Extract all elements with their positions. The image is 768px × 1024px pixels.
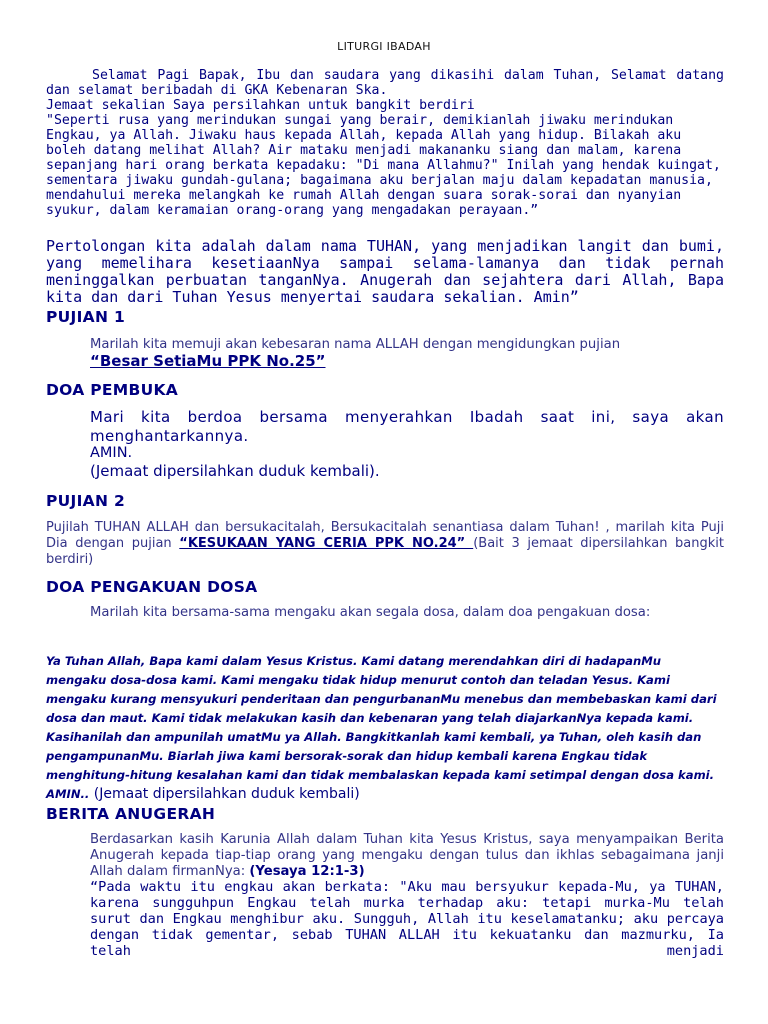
document-title: LITURGI IBADAH xyxy=(337,40,431,53)
pujian-2-text: Pujilah TUHAN ALLAH dan bersukacitalah, Bersukacitalah senantiasa dalam Tuhan! , marilah kita Puji Dia dengan pujian xyxy=(46,520,724,551)
pujian-1-heading: PUJIAN 1 xyxy=(46,308,126,326)
pujian-2-note: (Bait 3 jemaat dipersilahkan bangkit berdiri) xyxy=(46,536,724,567)
doa-pengakuan-text: Marilah kita bersama-sama mengaku akan segala dosa, dalam doa pengakuan dosa: xyxy=(90,605,651,620)
pujian-1-song-title: “Besar SetiaMu PPK No.25” xyxy=(90,352,326,370)
pujian-2-paragraph xyxy=(46,520,724,568)
berita-reference: (Yesaya 12:1-3) xyxy=(249,864,365,879)
doa-pembuka-amin: AMIN. xyxy=(90,445,133,461)
confession-note: (Jemaat dipersilahkan duduk kembali) xyxy=(89,786,360,802)
pujian-2-heading: PUJIAN 2 xyxy=(46,492,126,510)
berita-verse: “Pada waktu itu engkau akan berkata: "Aku mau bersyukur kepada-Mu, ya TUHAN, karena sungguhpun Engkau telah murka terhadap aku: tetapi murka-Mu telah surut dan Engkau menghibur aku. Sungguh, Allah itu keselamatanku; aku percaya dengan tidak gementar, sebab TUHAN ALLAH itu kekuatanku dan mazmurku, Ia telah menjadi xyxy=(90,879,724,959)
doa-pembuka-text: Mari kita berdoa bersama menyerahkan Ibadah saat ini, saya akan menghantarkannya. xyxy=(90,408,724,445)
berita-anugerah-heading: BERITA ANUGERAH xyxy=(46,805,216,823)
pujian-1-song-line xyxy=(90,352,724,370)
berita-text: Berdasarkan kasih Karunia Allah dalam Tuhan kita Yesus Kristus, saya menyampaikan Berita Anugerah kepada tiap-tiap orang yang mengaku dengan tulus dan ikhlas sebagaimana janji Allah dalam firmanNya: xyxy=(90,832,724,879)
doa-pembuka-heading: DOA PEMBUKA xyxy=(46,381,179,399)
opening-greeting: Selamat Pagi Bapak, Ibu dan saudara yang dikasihi dalam Tuhan, Selamat datang dan selamat beribadah di GKA Kebenaran Ska. xyxy=(46,68,724,98)
pujian-1-text: Marilah kita memuji akan kebesaran nama ALLAH dengan mengidungkan pujian xyxy=(90,337,621,352)
doa-pengakuan-heading: DOA PENGAKUAN DOSA xyxy=(46,578,258,596)
opening-instruction: Jemaat sekalian Saya persilahkan untuk bangkit berdiri xyxy=(46,98,475,113)
psalm-reading: "Seperti rusa yang merindukan sungai yang berair, demikianlah jiwaku merindukan Engkau, ya Allah. Jiwaku haus kepada Allah, kepada Allah yang hidup. Bilakah aku boleh datang melihat Allah? Air mataku menjadi makananku siang dan malam, karena sepanjang hari orang berkata kepadaku: "Di mana Allahmu?" Inilah yang hendak kuingat, sementara jiwaku gundah-gulana; bagaimana aku berjalan maju dalam kepadatan manusia, mendahului mereka melangkah ke rumah Allah dengan suara sorak-sorai dan nyanyian syukur, dalam keramaian orang-orang yang mengadakan perayaan.” xyxy=(46,113,721,218)
pujian-2-song-title: “KESUKAAN YANG CERIA PPK NO.24” xyxy=(179,536,474,551)
doa-pembuka-note: (Jemaat dipersilahkan duduk kembali). xyxy=(90,462,380,480)
confession-prayer-block xyxy=(46,650,724,802)
berita-paragraph xyxy=(90,832,724,880)
blessing-text: Pertolongan kita adalah dalam nama TUHAN, yang menjadikan langit dan bumi, yang memelihara kesetiaanNya sampai selama-lamanya dan tidak pernah meninggalkan perbuatan tanganNya. Anugerah dan sejahtera dari Allah, Bapa kita dan dari Tuhan Yesus menyertai saudara sekalian. Amin” xyxy=(46,237,724,306)
confession-prayer: Ya Tuhan Allah, Bapa kami dalam Yesus Kristus. Kami datang merendahkan diri di hadapanMu mengaku dosa-dosa kami. Kami mengaku tidak hidup menurut contoh dan teladan Yesus. Kami mengaku kurang mensyukuri penderitaan dan pengurbananMu menebus dan membebaskan kami dari dosa dan maut. Kami tidak melakukan kasih dan kebenaran yang telah diajarkanNya kepada kami. Kasihanilah dan ampunilah umatMu ya Allah. Bangkitkanlah kami kembali, ya Tuhan, oleh kasih dan pengampunanMu. Biarlah jiwa kami bersorak-sorak dan hidup kembali karena Engkau tidak menghitung-hitung kesalahan kami dan tidak membalaskan kepada kami setimpal dengan dosa kami. AMIN.. xyxy=(46,654,717,801)
